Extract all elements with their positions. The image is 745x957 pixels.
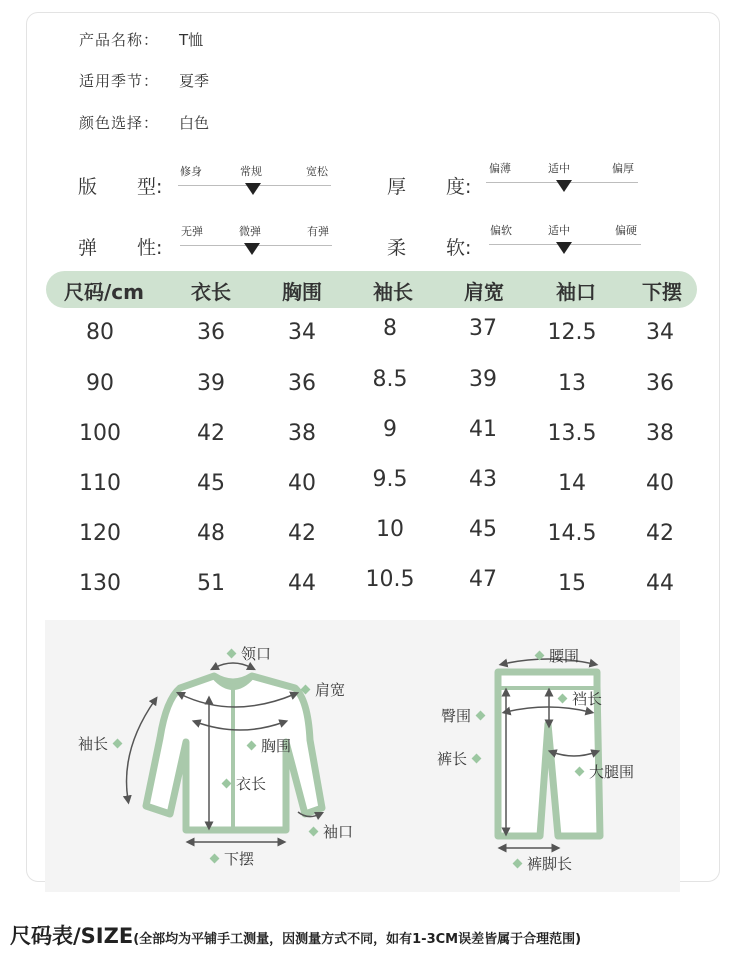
header-cuff: 袖口: [556, 280, 596, 304]
pants-length-label: [437, 748, 486, 769]
cell-sleeve: 8.5: [372, 367, 408, 392]
cell-hem: 38: [646, 421, 674, 446]
header-shoulder: 肩宽: [464, 280, 504, 304]
hip-text: 臀围: [441, 707, 472, 725]
cell-shoulder: 47: [469, 567, 497, 592]
elasticity-label-b: 性:: [137, 237, 163, 259]
header-length: 衣长: [191, 280, 231, 304]
diamond-icon: [222, 779, 232, 789]
elasticity-option-none: 无弹: [181, 225, 203, 238]
diamond-icon: [247, 741, 257, 751]
rise-text: 裆长: [572, 690, 603, 708]
cell-length: 42: [197, 421, 225, 446]
diamond-icon: [309, 827, 319, 837]
cell-length: 39: [197, 371, 225, 396]
cell-cuff: 14: [558, 471, 586, 496]
diamond-icon: [301, 685, 311, 695]
shoulder-label: [296, 679, 345, 700]
diamond-icon: [210, 854, 220, 864]
cell-size: 90: [86, 371, 114, 396]
cell-length: 48: [197, 521, 225, 546]
length-text: 衣长: [236, 775, 267, 793]
softness-label-b: 软:: [446, 237, 472, 259]
cuff-label: [304, 821, 353, 842]
cell-sleeve: 10.5: [365, 567, 415, 592]
cell-size: 80: [86, 320, 114, 345]
waist-label: [530, 645, 579, 666]
cell-sleeve: 10: [376, 517, 404, 542]
waist-text: 腰围: [549, 647, 580, 665]
cell-shoulder: 39: [469, 367, 497, 392]
cell-cuff: 13: [558, 371, 586, 396]
cell-size: 120: [79, 521, 121, 546]
cell-chest: 34: [288, 320, 316, 345]
cell-chest: 38: [288, 421, 316, 446]
softness-option-hard: 偏硬: [615, 224, 637, 237]
cell-size: 110: [79, 471, 121, 496]
cell-size: 130: [79, 571, 121, 596]
hem-label: [205, 848, 254, 869]
cell-cuff: 12.5: [547, 320, 597, 345]
fit-label-a: 版: [78, 176, 98, 198]
cell-hem: 40: [646, 471, 674, 496]
fit-label-b: 型:: [137, 176, 163, 198]
rise-label: [553, 688, 602, 709]
cell-hem: 36: [646, 371, 674, 396]
product-name-label: 产品名称：: [79, 31, 160, 49]
cell-cuff: 13.5: [547, 421, 597, 446]
cell-chest: 44: [288, 571, 316, 596]
cuff-text: 袖口: [323, 823, 354, 841]
header-size: 尺码/cm: [64, 280, 144, 304]
chest-text: 胸围: [261, 737, 292, 755]
footer-caption: [10, 920, 581, 950]
leg-opening-label: [508, 853, 572, 874]
color-value: 白色: [179, 114, 210, 132]
thigh-text: 大腿围: [589, 763, 635, 781]
diamond-icon: [113, 739, 123, 749]
product-name-value: T恤: [179, 31, 204, 49]
diamond-icon: [558, 694, 568, 704]
shoulder-text: 肩宽: [315, 681, 346, 699]
color-label: 颜色选择：: [79, 114, 160, 132]
diamond-icon: [575, 767, 585, 777]
thickness-option-thick: 偏厚: [612, 162, 634, 175]
cell-hem: 44: [646, 571, 674, 596]
header-sleeve: 袖长: [373, 280, 413, 304]
diamond-icon: [476, 711, 486, 721]
diamond-icon: [513, 859, 523, 869]
cell-cuff: 14.5: [547, 521, 597, 546]
fit-option-loose: 宽松: [306, 165, 328, 178]
diamond-icon: [227, 649, 237, 659]
pants-length-text: 裤长: [437, 750, 468, 768]
elasticity-option-stretch: 有弹: [307, 225, 329, 238]
header-hem: 下摆: [642, 280, 682, 304]
cell-sleeve: 8: [383, 316, 397, 341]
cell-chest: 36: [288, 371, 316, 396]
chest-label: [242, 735, 291, 756]
fit-option-slim: 修身: [180, 165, 202, 178]
cell-length: 45: [197, 471, 225, 496]
sleeve-label: [78, 733, 127, 754]
sleeve-text: 袖长: [78, 735, 109, 753]
thickness-label-b: 度:: [446, 176, 472, 198]
collar-label: [222, 643, 271, 664]
thigh-label: [570, 761, 634, 782]
diamond-icon: [535, 651, 545, 661]
softness-option-soft: 偏软: [490, 224, 512, 237]
cell-hem: 42: [646, 521, 674, 546]
cell-sleeve: 9.5: [372, 467, 408, 492]
cell-shoulder: 43: [469, 467, 497, 492]
leg-opening-text: 裤脚长: [527, 855, 573, 873]
softness-option-medium: 适中: [548, 224, 570, 237]
collar-text: 领口: [241, 645, 272, 663]
footer-title: 尺码表/SIZE: [10, 924, 134, 948]
softness-label-a: 柔: [387, 237, 407, 259]
season-label: 适用季节：: [79, 72, 160, 90]
fit-option-regular: 常规: [240, 165, 262, 178]
thickness-label-a: 厚: [387, 176, 407, 198]
header-chest: 胸围: [282, 280, 322, 304]
cell-shoulder: 37: [469, 316, 497, 341]
diamond-icon: [472, 754, 482, 764]
season-value: 夏季: [179, 72, 210, 90]
cell-length: 51: [197, 571, 225, 596]
cell-sleeve: 9: [383, 417, 397, 442]
hem-text: 下摆: [224, 850, 255, 868]
thickness-option-thin: 偏薄: [489, 162, 511, 175]
cell-hem: 34: [646, 320, 674, 345]
length-label: [217, 773, 266, 794]
cell-chest: 42: [288, 521, 316, 546]
cell-shoulder: 45: [469, 517, 497, 542]
cell-length: 36: [197, 320, 225, 345]
cell-cuff: 15: [558, 571, 586, 596]
cell-shoulder: 41: [469, 417, 497, 442]
hip-label: [441, 705, 490, 726]
elasticity-option-slight: 微弹: [239, 225, 261, 238]
footer-note: (全部均为平铺手工测量，因测量方式不同，如有1-3CM误差皆属于合理范围): [133, 932, 582, 947]
elasticity-label-a: 弹: [78, 237, 98, 259]
cell-chest: 40: [288, 471, 316, 496]
cell-size: 100: [79, 421, 121, 446]
thickness-option-medium: 适中: [548, 162, 570, 175]
